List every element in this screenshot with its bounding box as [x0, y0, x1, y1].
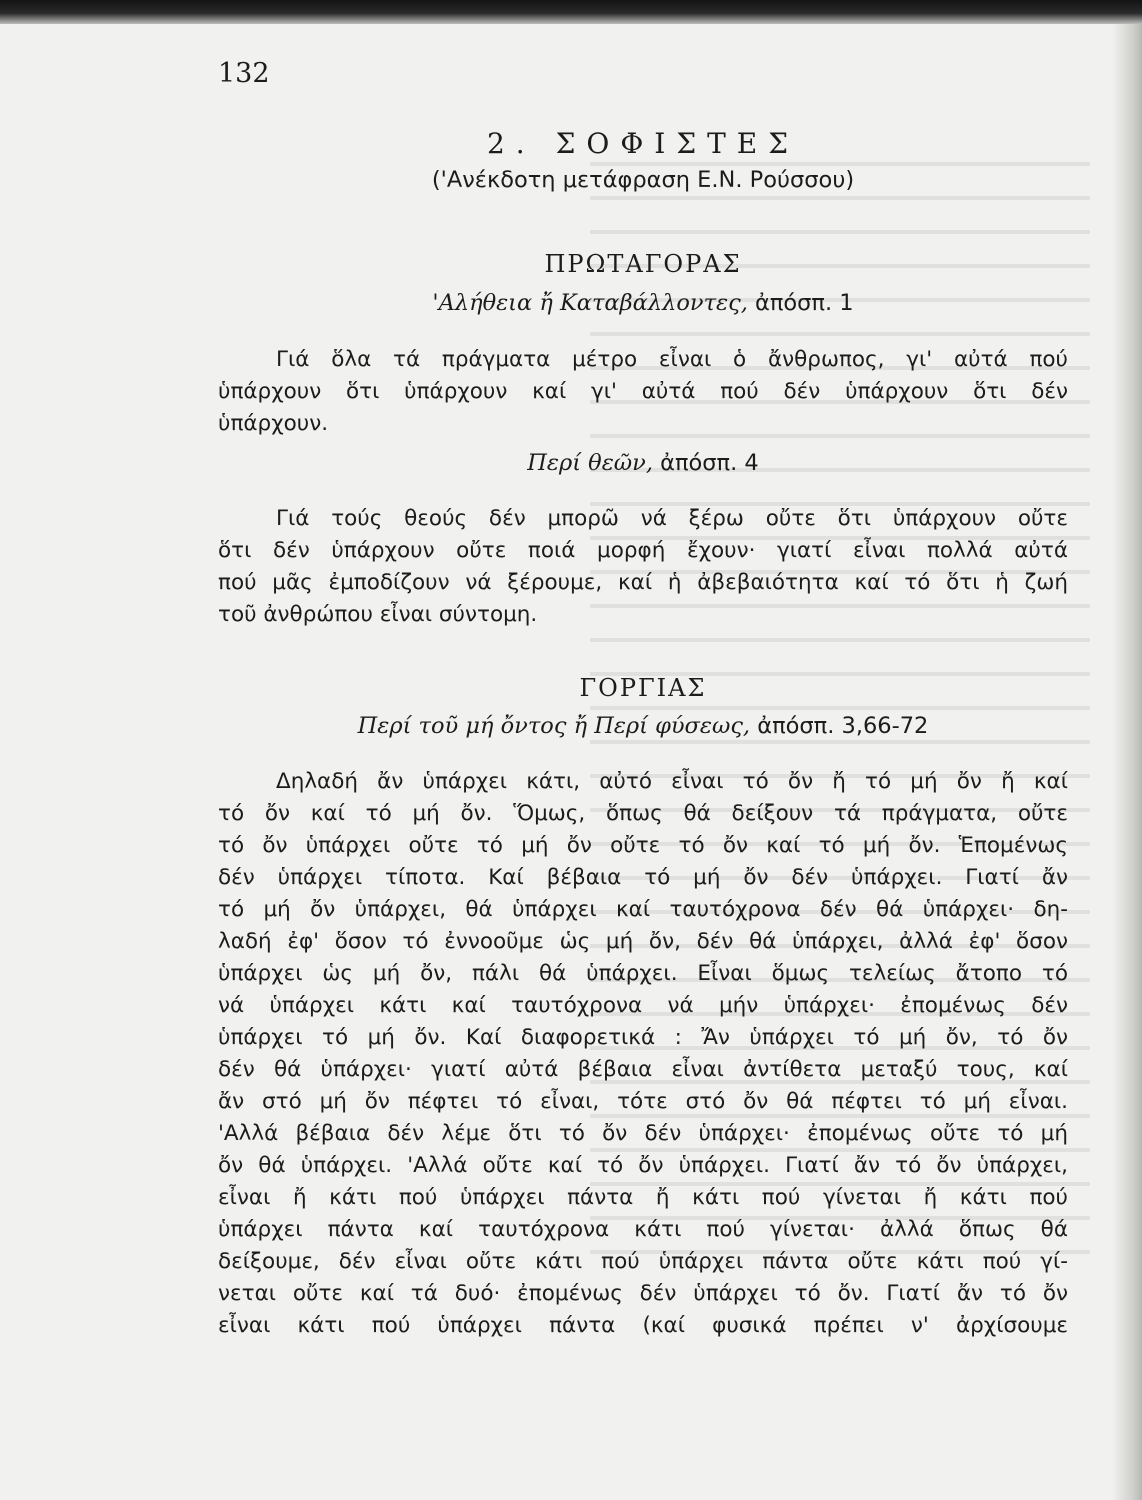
text-line: εἶναι κάτι πού ὑπάρχει πάντα (καί φυσικά πρέπει ν' ἀρχίσουμε	[218, 1313, 1068, 1338]
text-line: τό ὄν ὑπάρχει οὔτε τό μή ὄν οὔτε τό ὄν καί τό μή ὄν. Ἑπομένως	[218, 833, 1068, 858]
section-heading-gorgias: ΓΟΡΓΙΑΣ	[579, 674, 707, 702]
source-citation	[218, 713, 1068, 739]
text-line: Γιά τούς θεούς δέν μπορῶ νά ξέρω οὔτε ὅτι ὑπάρχουν οὔτε	[276, 506, 1068, 531]
source-citation	[218, 290, 1068, 316]
text-line: λαδή ἐφ' ὅσον τό ἐννοοῦμε ὡς μή ὄν, δέν θά ὑπάρχει, ἀλλά ἐφ' ὅσον	[218, 929, 1068, 954]
text-line: ὅτι δέν ὑπάρχουν οὔτε ποιά μορφή ἔχουν· γιατί εἶναι πολλά αὐτά	[218, 538, 1068, 563]
text-line: πού μᾶς ἐμποδίζουν νά ξέρουμε, καί ἡ ἀβεβαιότητα καί τό ὅτι ἡ ζωή	[218, 570, 1068, 595]
source-work-title: 'Αλήθεια ἤ Καταβάλλοντες,	[432, 290, 748, 316]
text-line: τό μή ὄν ὑπάρχει, θά ὑπάρχει καί ταυτόχρονα δέν θά ὑπάρχει· δη-	[218, 897, 1068, 922]
text-line: νεται οὔτε καί τά δυό· ἐπομένως δέν ὑπάρχει τό ὄν. Γιατί ἄν τό ὄν	[218, 1281, 1068, 1306]
text-line: Γιά ὅλα τά πράγματα μέτρο εἶναι ὁ ἄνθρωπος, γι' αὐτά πού	[276, 347, 1068, 372]
source-citation	[218, 450, 1068, 476]
chapter-title: 2. ΣΟΦΙΣΤΕΣ	[486, 127, 800, 160]
text-line: 'Αλλά βέβαια δέν λέμε ὅτι τό ὄν δέν ὑπάρχει· ἐπομένως οὔτε τό μή	[218, 1121, 1068, 1146]
text-line: ὑπάρχει ὡς μή ὄν, πάλι θά ὑπάρχει. Εἶναι ὅμως τελείως ἄτοπο τό	[218, 961, 1068, 986]
fragment-text	[218, 766, 1068, 1342]
text-line: ὄν θά ὑπάρχει. 'Αλλά οὔτε καί τό ὄν ὑπάρχει. Γιατί ἄν τό ὄν ὑπάρχει,	[218, 1153, 1068, 1178]
text-line: νά ὑπάρχει κάτι καί ταυτόχρονα νά μήν ὑπάρχει· ἐπομένως δέν	[218, 993, 1068, 1018]
text-line: τό ὄν καί τό μή ὄν. Ὅμως, ὅπως θά δείξουν τά πράγματα, οὔτε	[218, 801, 1068, 826]
text-line: δέν θά ὑπάρχει· γιατί αὐτά βέβαια εἶναι ἀντίθετα μεταξύ τους, καί	[218, 1057, 1068, 1082]
text-line: εἶναι ἤ κάτι πού ὑπάρχει πάντα ἤ κάτι πού γίνεται ἤ κάτι πού	[218, 1185, 1068, 1210]
fragment-text	[218, 503, 1068, 631]
chapter-subtitle: ('Ανέκδοτη μετάφραση Ε.Ν. Ρούσσου)	[431, 167, 855, 193]
fragment-text	[218, 344, 1068, 440]
text-line: ὑπάρχει πάντα καί ταυτόχρονα κάτι πού γίνεται· ἀλλά ὅπως θά	[218, 1217, 1068, 1242]
source-fragment: ἀπόσπ. 1	[755, 290, 854, 316]
source-fragment: ἀπόσπ. 4	[660, 450, 759, 476]
source-fragment: ἀπόσπ. 3,66-72	[757, 713, 929, 739]
section-heading-protagoras: ΠΡΩΤΑΓΟΡΑΣ	[544, 250, 742, 278]
text-line: δείξουμε, δέν εἶναι οὔτε κάτι πού ὑπάρχει πάντα οὔτε κάτι πού γί-	[218, 1249, 1068, 1274]
text-line: Δηλαδή ἄν ὑπάρχει κάτι, αὐτό εἶναι τό ὄν ἤ τό μή ὄν ἤ καί	[276, 769, 1068, 794]
source-work-title: Περί τοῦ μή ὄντος ἤ Περί φύσεως,	[357, 713, 751, 739]
text-line: ἄν στό μή ὄν πέφτει τό εἶναι, τότε στό ὄν θά πέφτει τό μή εἶναι.	[218, 1089, 1068, 1114]
source-work-title: Περί θεῶν,	[527, 450, 653, 476]
text-line: τοῦ ἀνθρώπου εἶναι σύντομη.	[218, 602, 538, 627]
text-line: δέν ὑπάρχει τίποτα. Καί βέβαια τό μή ὄν δέν ὑπάρχει. Γιατί ἄν	[218, 865, 1068, 890]
text-line: ὑπάρχουν ὅτι ὑπάρχουν καί γι' αὐτά πού δέν ὑπάρχουν ὅτι δέν	[218, 379, 1068, 404]
page-number: 132	[218, 58, 270, 89]
text-line: ὑπάρχουν.	[218, 411, 329, 436]
text-line: ὑπάρχει τό μή ὄν. Καί διαφορετικά : Ἄν ὑπάρχει τό μή ὄν, τό ὄν	[218, 1025, 1068, 1050]
